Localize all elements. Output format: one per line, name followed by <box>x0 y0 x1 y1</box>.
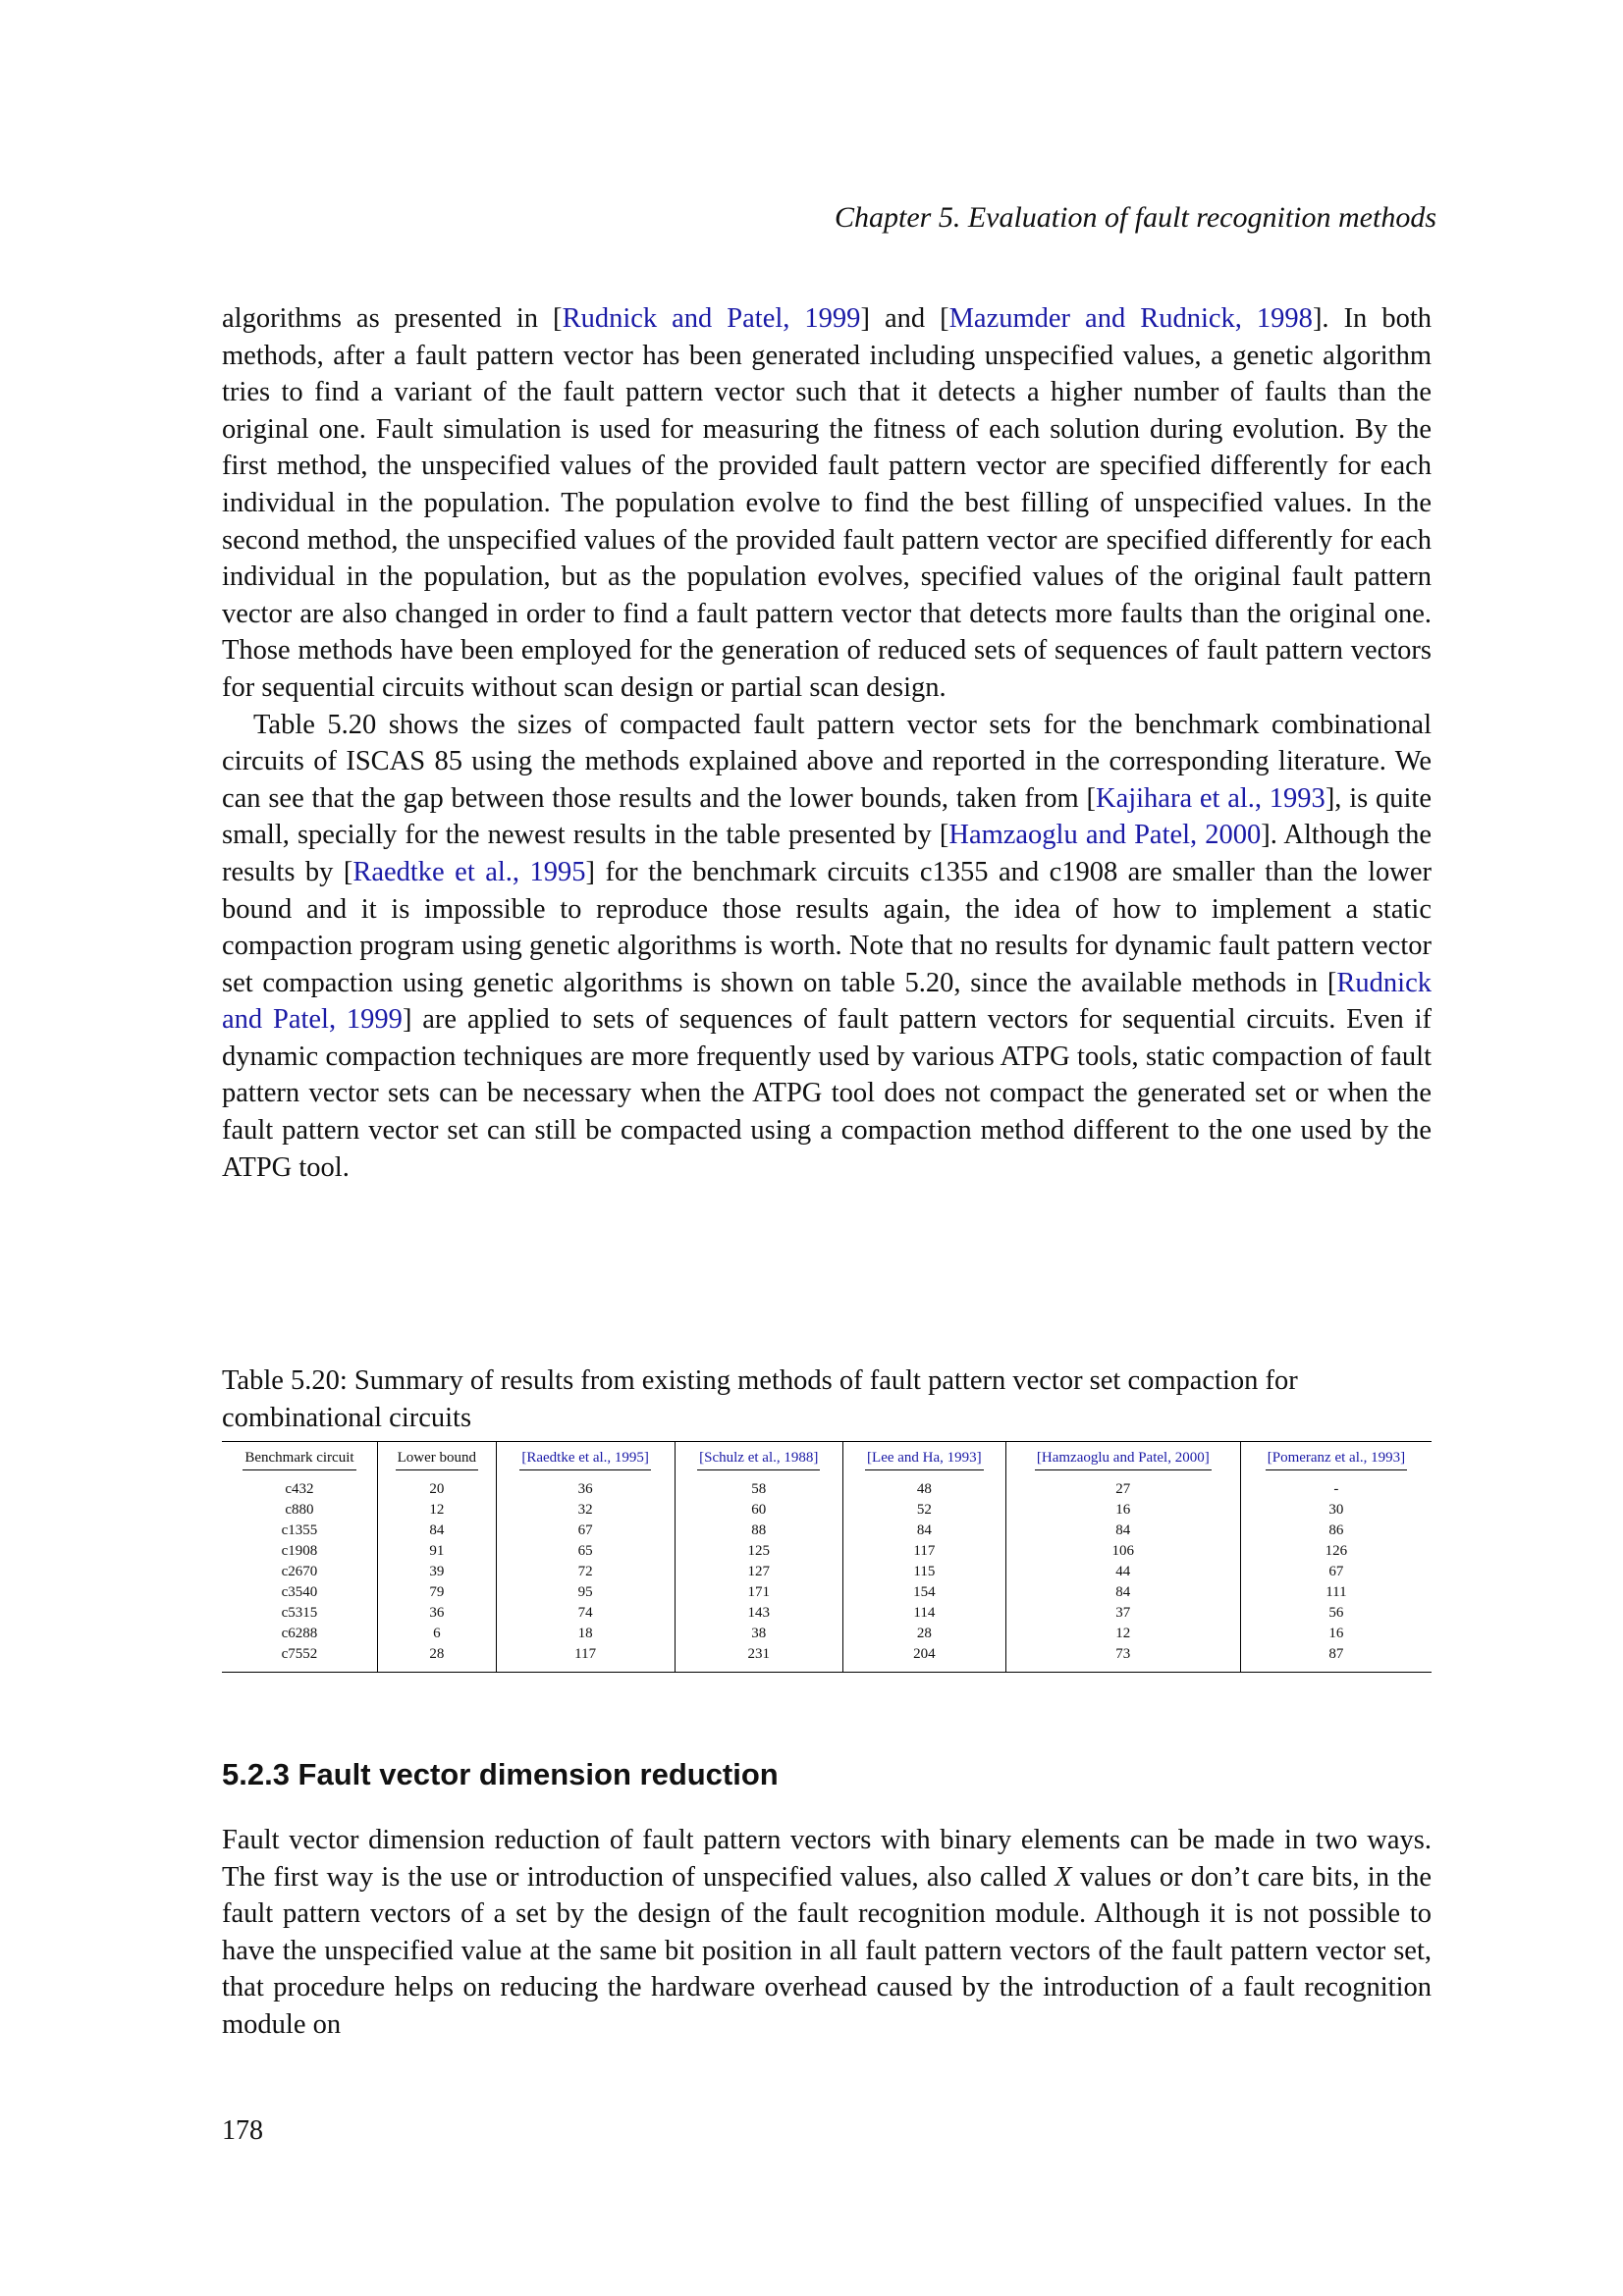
value-cell: 32 <box>496 1500 675 1521</box>
row-label-cell: c6288 <box>222 1624 377 1644</box>
value-cell: 84 <box>377 1521 496 1541</box>
table-row <box>222 1603 1432 1624</box>
value-cell: 56 <box>1328 1605 1344 1621</box>
table-row <box>222 1521 1432 1541</box>
section-heading: 5.2.3 Fault vector dimension reduction <box>222 1757 779 1791</box>
text-run: Table 5.20 shows the sizes of compacted fault pattern vector sets for the benchmark combinational circuits of ISCAS 85 using the methods explained above and reported in the corresponding literature. We can see that the gap between those results and the lower bounds, taken from [ <box>222 709 1432 814</box>
text-run: ] for the benchmark circuits c1355 and c1908 are smaller than the lower bound and it is impossible to reproduce those results again, the idea of how to implement a static compaction program using genetic algorithms is worth. Note that no results for dynamic fault pattern vector set compaction using genetic algorithms is shown on table 5.20, since the available methods in [ <box>222 856 1432 998</box>
text-run: ]. In both methods, after a fault pattern vector has been generated including unspecified values, a genetic algorithm tries to find a variant of the fault pattern vector such that it detects a higher number of faults than the original one. Fault simulation is used for measuring the fitness of each solution during evolution. By the first method, the unspecified values of the provided fault pattern vector are specified differently for each individual in the population. The population evolve to find the best filling of unspecified values. In the second method, the unspecified values of the provided fault pattern vector are specified differently for each individual in the population, but as the population evolves, specified values of the original fault pattern vector are also changed in order to find a fault pattern vector that detects more faults than the original one. Those methods have been employed for the generation of reduced sets of sequences of fault pattern vectors for sequential circuits without scan design or partial scan design. <box>222 303 1432 703</box>
value-cell: 52 <box>842 1500 1005 1521</box>
column-header-citation[interactable] <box>1005 1442 1240 1475</box>
column-header-label: [Raedtke et al., 1995] <box>519 1450 651 1470</box>
value-cell: 28 <box>377 1644 496 1673</box>
table-row <box>222 1582 1432 1603</box>
table-row <box>222 1541 1432 1562</box>
table-row <box>222 1562 1432 1582</box>
value-cell: 126 <box>1325 1543 1348 1559</box>
table-row <box>222 1500 1432 1521</box>
value-cell: 18 <box>496 1624 675 1644</box>
value-cell: 117 <box>496 1644 675 1673</box>
value-cell: 67 <box>496 1521 675 1541</box>
value-cell: 79 <box>377 1582 496 1603</box>
column-header-label: [Lee and Ha, 1993] <box>865 1450 984 1470</box>
value-cell: 16 <box>1328 1626 1344 1641</box>
row-label-cell: c7552 <box>222 1644 377 1673</box>
column-header-label: [Hamzaoglu and Patel, 2000] <box>1035 1450 1212 1470</box>
value-cell: 72 <box>496 1562 675 1582</box>
column-header-citation[interactable] <box>1240 1442 1432 1475</box>
column-header-citation[interactable] <box>675 1442 842 1475</box>
citation-link[interactable]: Kajihara et al., 1993 <box>1095 782 1325 814</box>
results-table-wrapper <box>222 1441 1432 1673</box>
value-cell: - <box>1333 1481 1339 1497</box>
table-row <box>222 1624 1432 1644</box>
citation-link[interactable]: Raedtke et al., 1995 <box>352 856 586 887</box>
value-cell: 28 <box>842 1624 1005 1644</box>
table-row <box>222 1474 1432 1500</box>
value-cell: 204 <box>842 1644 1005 1673</box>
text-run: Fault vector dimension reduction of fault pattern vectors with binary elements can be made in two ways. The first way is the use or introduction of unspecified values, also called <box>222 1825 1432 1893</box>
value-cell: 74 <box>496 1603 675 1624</box>
citation-link[interactable]: Rudnick and Patel, 1999 <box>222 967 1432 1036</box>
math-variable: X <box>1055 1861 1072 1893</box>
column-header-label: Lower bound <box>396 1450 478 1470</box>
row-label-cell: c5315 <box>222 1603 377 1624</box>
value-cell: 87 <box>1328 1646 1344 1662</box>
row-label-cell: c1355 <box>222 1521 377 1541</box>
value-cell: 38 <box>675 1624 842 1644</box>
text-run: values or don’t care bits, in the fault pattern vectors of a set by the design of the fault recognition module. Although it is not possible to have the unspecified value at the same bit position in all fault pattern vectors of the fault pattern vector set, that procedure helps on reducing the hardware overhead caused by the introduction of a fault recognition module on <box>222 1861 1432 2040</box>
value-cell: 106 <box>1005 1541 1240 1562</box>
value-cell: 60 <box>675 1500 842 1521</box>
value-cell: 37 <box>1005 1603 1240 1624</box>
value-cell: 88 <box>675 1521 842 1541</box>
text-run: ], is quite small, specially for the newest results in the table presented by [ <box>222 782 1432 851</box>
row-label-cell: c880 <box>222 1500 377 1521</box>
value-cell: 67 <box>1328 1564 1344 1579</box>
column-header-label: Benchmark circuit <box>243 1450 355 1470</box>
text-run: ] and [ <box>860 303 949 334</box>
value-cell: 231 <box>675 1644 842 1673</box>
value-cell: 154 <box>842 1582 1005 1603</box>
column-header <box>222 1442 377 1475</box>
value-cell: 30 <box>1328 1502 1344 1518</box>
running-header: Chapter 5. Evaluation of fault recognition methods <box>834 201 1436 234</box>
value-cell: 84 <box>1005 1521 1240 1541</box>
page-number: 178 <box>222 2115 263 2146</box>
value-cell: 127 <box>675 1562 842 1582</box>
value-cell: 171 <box>675 1582 842 1603</box>
value-cell: 114 <box>842 1603 1005 1624</box>
column-header-citation[interactable] <box>842 1442 1005 1475</box>
value-cell: 36 <box>496 1474 675 1500</box>
text-run: ] are applied to sets of sequences of fault pattern vectors for sequential circuits. Even if dynamic compaction techniques are more frequently used by various ATPG tools, static compaction of fault pattern vector sets can be necessary when the ATPG tool does not compact the generated set or when the fault pattern vector set can still be compacted using a compaction method different to the one used by the ATPG tool. <box>222 1004 1432 1183</box>
value-cell: 6 <box>377 1624 496 1644</box>
column-header-citation[interactable] <box>496 1442 675 1475</box>
row-label-cell: c432 <box>222 1474 377 1500</box>
value-cell: 115 <box>842 1562 1005 1582</box>
paragraph-3 <box>222 1822 1432 2044</box>
table-header-row <box>222 1442 1432 1475</box>
row-label-cell: c3540 <box>222 1582 377 1603</box>
value-cell: 95 <box>496 1582 675 1603</box>
value-cell: 16 <box>1005 1500 1240 1521</box>
paragraph-1 <box>222 300 1432 707</box>
column-header <box>377 1442 496 1475</box>
value-cell: 125 <box>675 1541 842 1562</box>
table-caption: Table 5.20: Summary of results from existing methods of fault pattern vector set compaction for combinational circuits <box>222 1365 1298 1433</box>
value-cell: 48 <box>842 1474 1005 1500</box>
body-text-bottom <box>222 1822 1432 2044</box>
column-header-label: [Pomeranz et al., 1993] <box>1266 1450 1407 1470</box>
text-run: ]. Although the results by [ <box>222 820 1432 887</box>
citation-link[interactable]: Rudnick and Patel, 1999 <box>562 303 861 334</box>
value-cell: 91 <box>377 1541 496 1562</box>
value-cell: 12 <box>1005 1624 1240 1644</box>
value-cell: 84 <box>842 1521 1005 1541</box>
value-cell: 86 <box>1328 1522 1344 1538</box>
citation-link[interactable]: Hamzaoglu and Patel, 2000 <box>948 820 1262 851</box>
value-cell: 73 <box>1005 1644 1240 1673</box>
results-table <box>222 1441 1432 1673</box>
value-cell: 65 <box>496 1541 675 1562</box>
value-cell: 39 <box>377 1562 496 1582</box>
row-label-cell: c2670 <box>222 1562 377 1582</box>
value-cell: 111 <box>1325 1584 1347 1600</box>
citation-link[interactable]: Mazumder and Rudnick, 1998 <box>948 303 1313 334</box>
body-text-top <box>222 300 1432 1186</box>
value-cell: 84 <box>1005 1582 1240 1603</box>
row-label-cell: c1908 <box>222 1541 377 1562</box>
text-run: algorithms as presented in [ <box>222 303 563 334</box>
paragraph-2 <box>222 707 1432 1187</box>
value-cell: 117 <box>842 1541 1005 1562</box>
column-header-label: [Schulz et al., 1988] <box>697 1450 820 1470</box>
value-cell: 143 <box>675 1603 842 1624</box>
table-body <box>222 1474 1432 1673</box>
value-cell: 27 <box>1005 1474 1240 1500</box>
table-row <box>222 1644 1432 1673</box>
value-cell: 58 <box>675 1474 842 1500</box>
value-cell: 36 <box>377 1603 496 1624</box>
value-cell: 44 <box>1005 1562 1240 1582</box>
value-cell: 20 <box>377 1474 496 1500</box>
value-cell: 12 <box>377 1500 496 1521</box>
